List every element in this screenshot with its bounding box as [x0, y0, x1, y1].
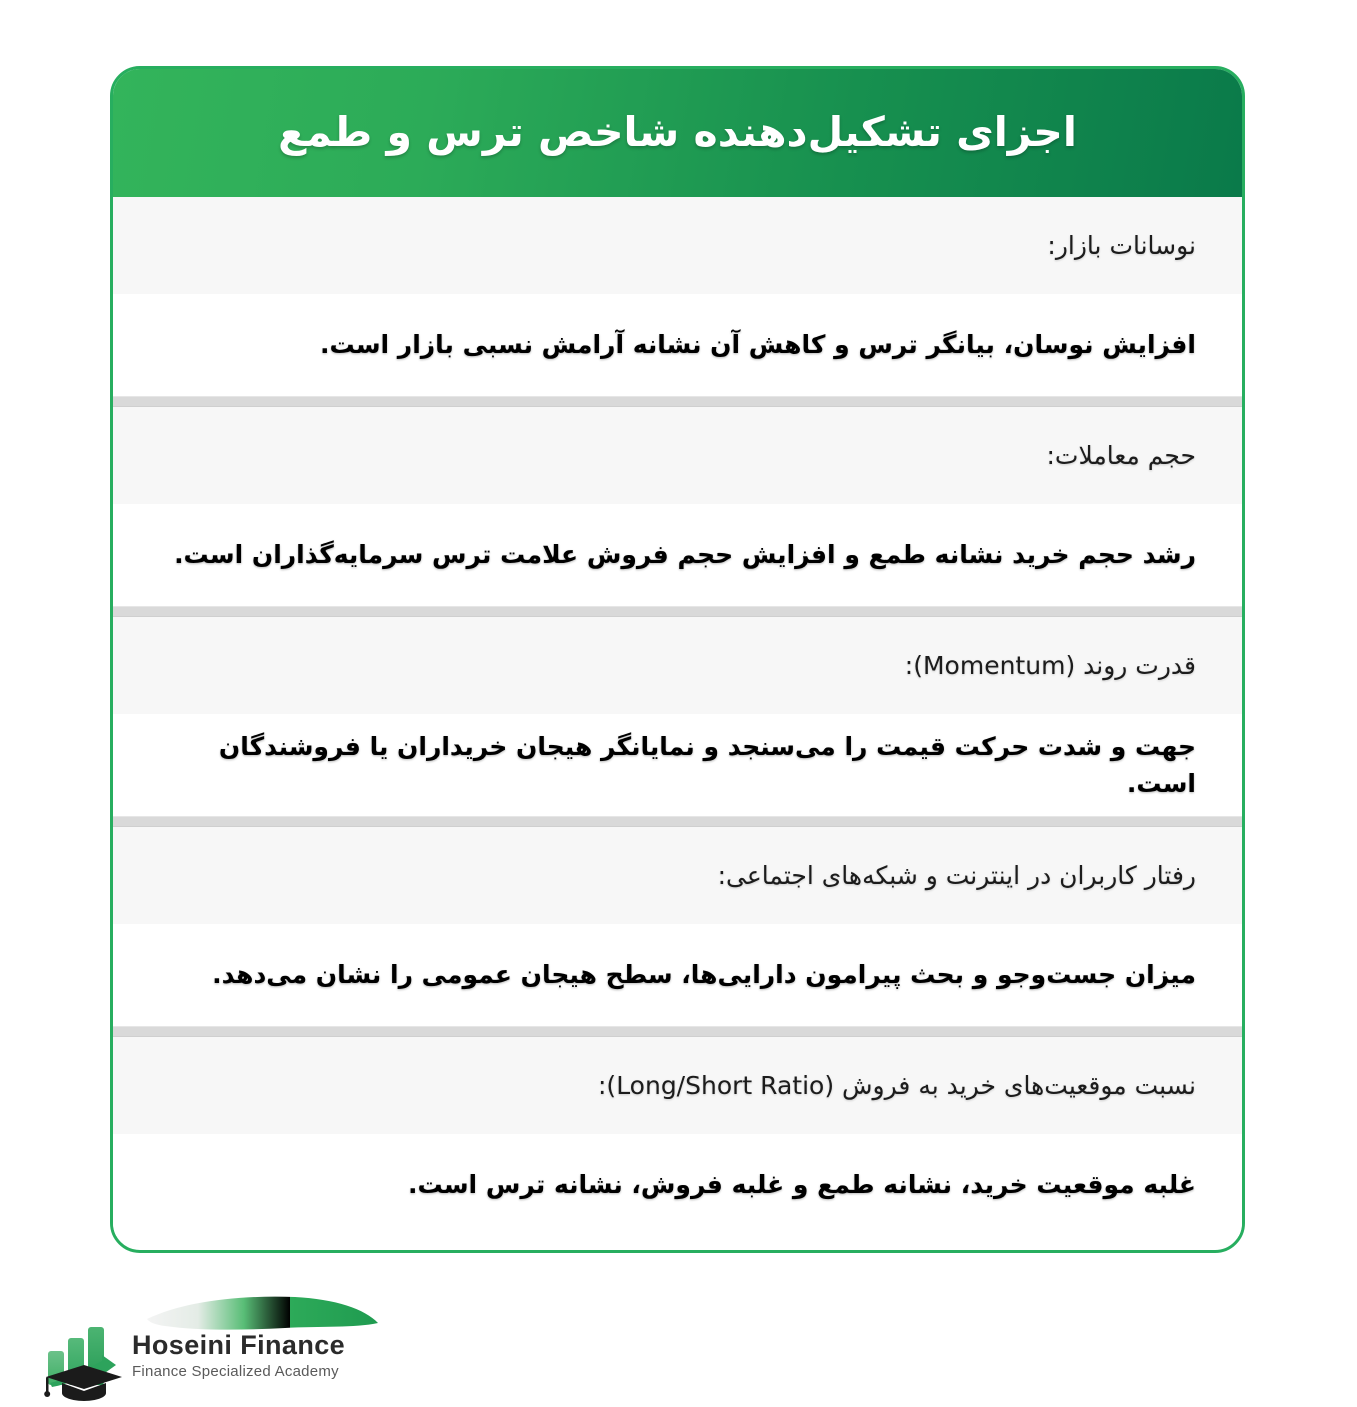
bar-chart-graduation-cap-icon	[44, 1321, 126, 1401]
component-row	[113, 816, 1242, 1026]
component-label: رفتار کاربران در اینترنت و شبکه‌های اجتماعی:	[717, 860, 1196, 890]
component-label: نوسانات بازار:	[1047, 230, 1196, 260]
component-label-band	[113, 827, 1242, 924]
component-label: نسبت موقعیت‌های خرید به فروش (Long/Short Ratio):	[598, 1070, 1196, 1100]
component-description-band	[113, 714, 1242, 816]
component-label: حجم معاملات:	[1046, 440, 1196, 470]
logo-text-block	[132, 1331, 462, 1381]
component-description-band	[113, 504, 1242, 606]
row-separator	[113, 396, 1242, 407]
row-separator	[113, 816, 1242, 827]
logo-tagline: Finance Specialized Academy	[132, 1363, 339, 1381]
component-description-band	[113, 294, 1242, 396]
component-row	[113, 396, 1242, 606]
components-list	[113, 197, 1242, 1236]
card-header	[113, 69, 1242, 197]
brand-logo	[40, 1293, 460, 1403]
component-label-band	[113, 197, 1242, 294]
logo-name: Hoseini Finance	[132, 1330, 346, 1360]
row-separator	[113, 606, 1242, 617]
component-description-band	[113, 1134, 1242, 1236]
component-label-band	[113, 1037, 1242, 1134]
component-row	[113, 1026, 1242, 1236]
component-row	[113, 197, 1242, 396]
component-description: غلبه موقعیت خرید، نشانه طمع و غلبه فروش، نشانه ترس است.	[408, 1170, 1196, 1200]
fear-greed-components-card	[110, 66, 1245, 1253]
component-description: جهت و شدت حرکت قیمت را می‌سنجد و نمایانگر هیجان خریداران یا فروشندگان است.	[218, 731, 1196, 798]
component-description: رشد حجم خرید نشانه طمع و افزایش حجم فروش علامت ترس سرمایه‌گذاران است.	[174, 540, 1196, 570]
component-label: قدرت روند (Momentum):	[904, 650, 1196, 680]
component-label-band	[113, 407, 1242, 504]
page-title: اجزای تشکیل‌دهنده شاخص ترس و طمع	[278, 108, 1077, 157]
component-description: میزان جست‌وجو و بحث پیرامون دارایی‌ها، سطح هیجان عمومی را نشان می‌دهد.	[212, 960, 1196, 990]
row-separator	[113, 1026, 1242, 1037]
component-label-band	[113, 617, 1242, 714]
component-description-band	[113, 924, 1242, 1026]
component-description: افزایش نوسان، بیانگر ترس و کاهش آن نشانه آرامش نسبی بازار است.	[319, 330, 1196, 360]
component-row	[113, 606, 1242, 816]
